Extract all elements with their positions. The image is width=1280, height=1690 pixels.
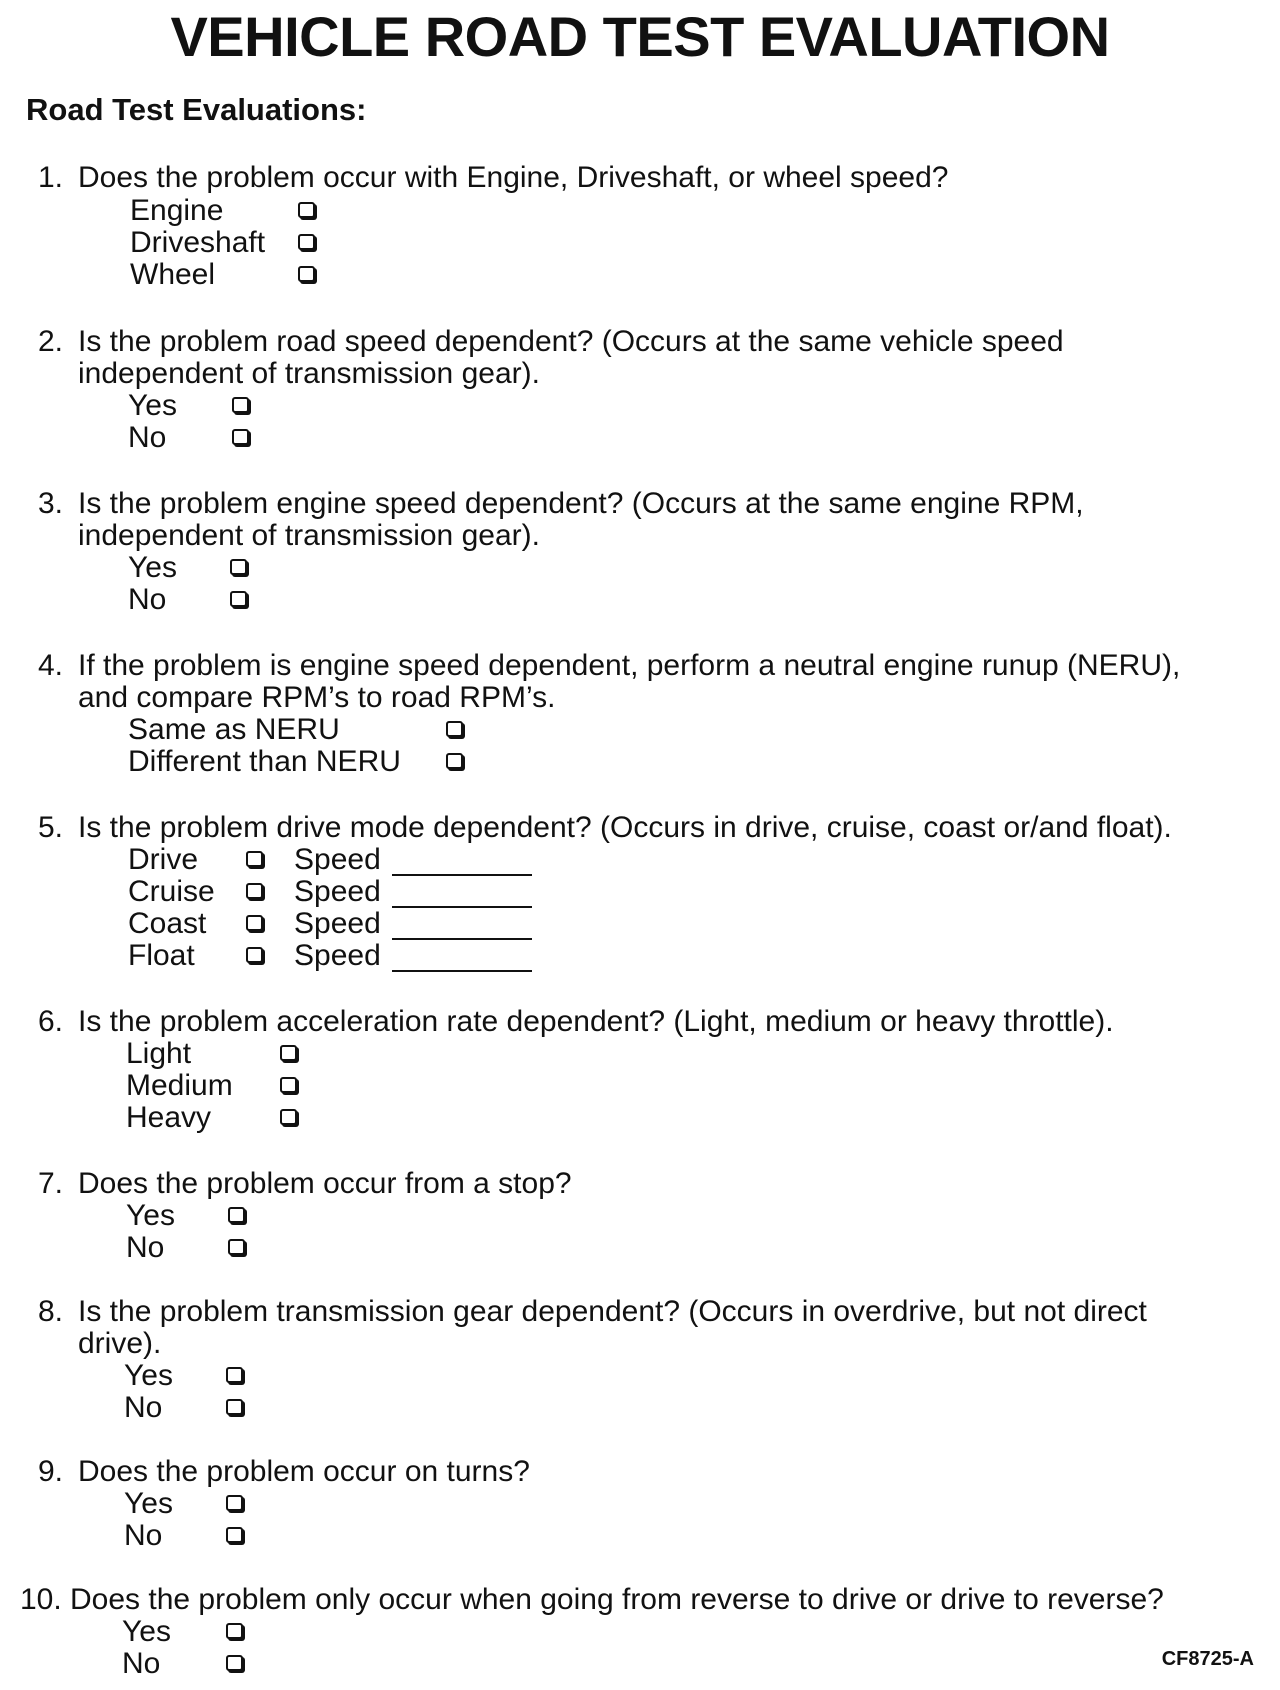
speed-input-cruise[interactable]: [392, 906, 532, 908]
speed-label: Speed: [294, 907, 381, 940]
option-no-label: No: [122, 1647, 161, 1680]
checkbox-medium[interactable]: [280, 1077, 297, 1093]
checkbox-yes[interactable]: [228, 1207, 245, 1223]
page-title: VEHICLE ROAD TEST EVALUATION: [170, 5, 1110, 68]
question-text: Is the problem road speed dependent? (Occurs at the same vehicle speed independent of transmission gear).: [78, 325, 1064, 390]
checkbox-no[interactable]: [226, 1399, 243, 1415]
question-text: Is the problem engine speed dependent? (Occurs at the same engine RPM, independent of transmission gear).: [78, 487, 1084, 552]
option-no-label: No: [124, 1519, 163, 1552]
checkbox-wheel[interactable]: [298, 266, 315, 282]
question-4: [38, 650, 1238, 714]
checkbox-float[interactable]: [246, 947, 263, 963]
checkbox-no[interactable]: [226, 1527, 243, 1543]
option-driveshaft-label: Driveshaft: [130, 226, 266, 259]
option-cruise-label: Cruise: [128, 875, 215, 908]
checkbox-yes[interactable]: [226, 1367, 243, 1383]
option-float-label: Float: [128, 939, 195, 972]
question-number: 4.: [38, 649, 64, 682]
question-text: Does the problem occur on turns?: [78, 1455, 530, 1488]
option-yes-label: Yes: [124, 1359, 173, 1392]
option-heavy-label: Heavy: [126, 1101, 212, 1134]
question-number: 8.: [38, 1295, 64, 1328]
option-same-as-neru-label: Same as NERU: [128, 713, 340, 746]
question-number: 10.: [20, 1583, 62, 1616]
checkbox-no[interactable]: [230, 591, 247, 607]
option-drive-label: Drive: [128, 843, 199, 876]
checkbox-no[interactable]: [226, 1655, 243, 1671]
option-different-than-neru-label: Different than NERU: [128, 745, 401, 778]
figure-code: CF8725-A: [1161, 1648, 1254, 1670]
checkbox-different-than-neru[interactable]: [446, 753, 463, 769]
question-text: Is the problem drive mode dependent? (Occurs in drive, cruise, coast or/and float).: [78, 811, 1172, 844]
question-3: [38, 488, 1118, 552]
speed-label: Speed: [294, 875, 381, 908]
question-9: [38, 1456, 1238, 1488]
checkbox-no[interactable]: [232, 429, 249, 445]
option-medium-label: Medium: [126, 1069, 233, 1102]
question-7: [38, 1168, 1238, 1200]
checkbox-light[interactable]: [280, 1045, 297, 1061]
question-10: [20, 1584, 1270, 1616]
checkbox-heavy[interactable]: [280, 1109, 297, 1125]
question-text: Is the problem acceleration rate dependent? (Light, medium or heavy throttle).: [78, 1005, 1114, 1038]
option-yes-label: Yes: [128, 389, 177, 422]
option-no-label: No: [124, 1391, 163, 1424]
option-engine-label: Engine: [130, 194, 224, 227]
speed-label: Speed: [294, 939, 381, 972]
question-text: Does the problem occur with Engine, Driveshaft, or wheel speed?: [78, 161, 949, 194]
checkbox-cruise[interactable]: [246, 883, 263, 899]
question-8: [38, 1296, 1198, 1360]
speed-input-coast[interactable]: [392, 938, 532, 940]
question-number: 2.: [38, 325, 64, 358]
speed-label: Speed: [294, 843, 381, 876]
question-number: 3.: [38, 487, 64, 520]
checkbox-yes[interactable]: [230, 559, 247, 575]
option-no-label: No: [128, 583, 167, 616]
question-2: [38, 326, 1118, 390]
question-5: [38, 812, 1258, 844]
checkbox-same-as-neru[interactable]: [446, 721, 463, 737]
question-text: Does the problem occur from a stop?: [78, 1167, 572, 1200]
option-no-label: No: [128, 421, 167, 454]
option-yes-label: Yes: [128, 551, 177, 584]
question-text: If the problem is engine speed dependent, perform a neutral engine runup (NERU), and compare RPM’s to road RPM’s.: [78, 649, 1181, 714]
question-text: Is the problem transmission gear dependent? (Occurs in overdrive, but not direct drive).: [78, 1295, 1147, 1360]
question-number: 6.: [38, 1005, 64, 1038]
question-text: Does the problem only occur when going from reverse to drive or drive to reverse?: [70, 1583, 1164, 1616]
question-6: [38, 1006, 1258, 1038]
checkbox-no[interactable]: [228, 1239, 245, 1255]
checkbox-yes[interactable]: [226, 1623, 243, 1639]
option-light-label: Light: [126, 1037, 192, 1070]
section-heading: Road Test Evaluations:: [26, 92, 367, 127]
question-number: 7.: [38, 1167, 64, 1200]
question-number: 5.: [38, 811, 64, 844]
checkbox-yes[interactable]: [232, 397, 249, 413]
checkbox-engine[interactable]: [298, 202, 315, 218]
option-yes-label: Yes: [124, 1487, 173, 1520]
speed-input-float[interactable]: [392, 970, 532, 972]
checkbox-yes[interactable]: [226, 1495, 243, 1511]
checkbox-coast[interactable]: [246, 915, 263, 931]
option-wheel-label: Wheel: [130, 258, 216, 291]
option-yes-label: Yes: [126, 1199, 175, 1232]
question-1: [38, 162, 1238, 194]
question-number: 1.: [38, 161, 64, 194]
checkbox-drive[interactable]: [246, 851, 263, 867]
speed-input-drive[interactable]: [392, 874, 532, 876]
option-coast-label: Coast: [128, 907, 207, 940]
checkbox-driveshaft[interactable]: [298, 234, 315, 250]
question-number: 9.: [38, 1455, 64, 1488]
option-no-label: No: [126, 1231, 165, 1264]
option-yes-label: Yes: [122, 1615, 171, 1648]
